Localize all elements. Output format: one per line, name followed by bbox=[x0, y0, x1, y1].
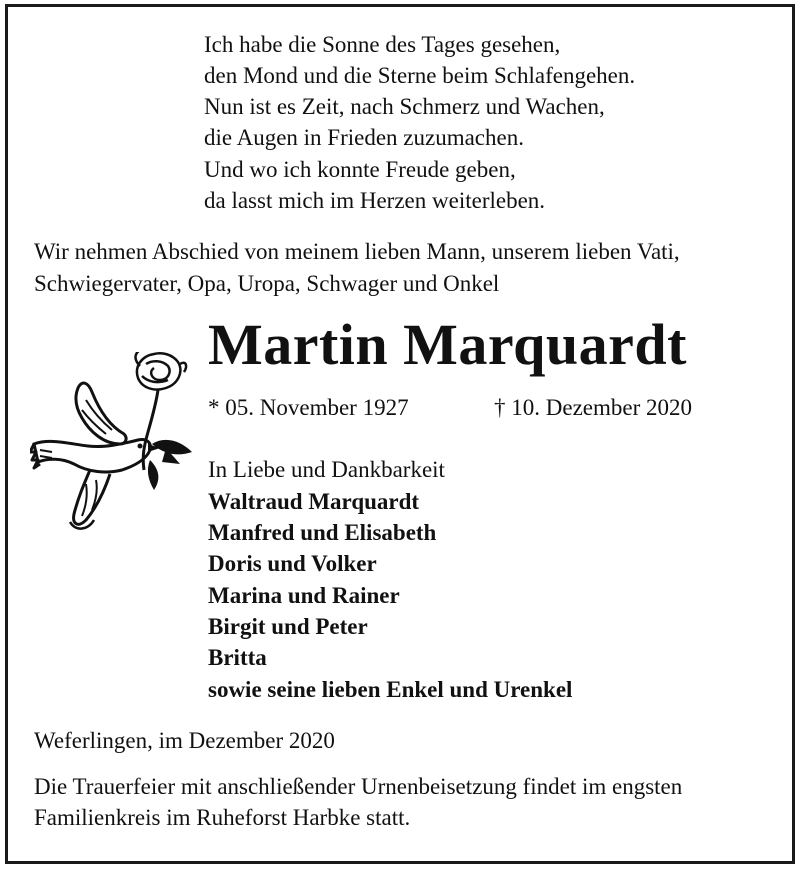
intro-line: Schwiegervater, Opa, Uropa, Schwager und Onkel bbox=[34, 271, 500, 296]
mourner-name: Marina und Rainer bbox=[208, 583, 400, 608]
mourner-name: Waltraud Marquardt bbox=[208, 489, 420, 514]
funeral-note-line: Die Trauerfeier mit anschließender Urnenbeisetzung findet im engsten bbox=[34, 774, 683, 799]
mourner-name: Doris und Volker bbox=[208, 551, 377, 576]
mourner-name: sowie seine lieben Enkel und Urenkel bbox=[208, 677, 573, 702]
dove-with-rose-icon bbox=[30, 352, 200, 542]
death-date: † 10. Dezember 2020 bbox=[494, 395, 692, 420]
place-date: Weferlingen, im Dezember 2020 bbox=[34, 728, 335, 753]
poem-line: den Mond und die Sterne beim Schlafengehen. bbox=[204, 63, 636, 88]
funeral-note-line: Familienkreis im Ruheforst Harbke statt. bbox=[34, 805, 411, 830]
birth-date: * 05. November 1927 bbox=[208, 395, 409, 420]
poem-line: die Augen in Frieden zuzumachen. bbox=[204, 125, 524, 150]
poem-line: Nun ist es Zeit, nach Schmerz und Wachen, bbox=[204, 94, 605, 119]
deceased-name: Martin Marquardt bbox=[208, 312, 687, 377]
poem-line: da lasst mich im Herzen weiterleben. bbox=[204, 188, 546, 213]
mourner-name: Birgit und Peter bbox=[208, 614, 368, 639]
mourner-name: Britta bbox=[208, 645, 267, 670]
poem-line: Ich habe die Sonne des Tages gesehen, bbox=[204, 32, 561, 57]
poem-line: Und wo ich konnte Freude geben, bbox=[204, 157, 516, 182]
mourners-intro: In Liebe und Dankbarkeit bbox=[208, 457, 445, 482]
mourner-name: Manfred und Elisabeth bbox=[208, 520, 437, 545]
intro-line: Wir nehmen Abschied von meinem lieben Mann, unserem lieben Vati, bbox=[34, 239, 680, 264]
